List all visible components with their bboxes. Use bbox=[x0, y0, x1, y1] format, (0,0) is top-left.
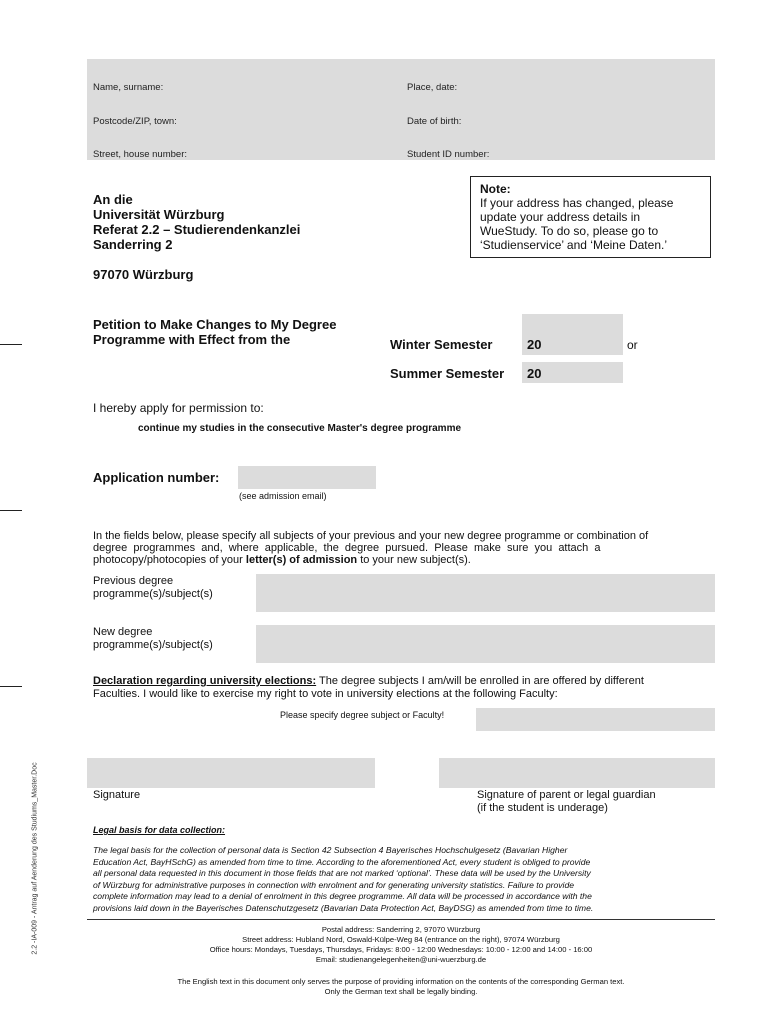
recipient-address bbox=[93, 192, 300, 282]
fold-mark bbox=[0, 344, 22, 345]
street-house-field[interactable]: Street, house number: bbox=[93, 149, 187, 160]
summer-semester-label: Summer Semester bbox=[390, 366, 505, 381]
instruction-line bbox=[93, 554, 697, 566]
label-line: Previous degree bbox=[93, 575, 174, 587]
sender-details-block bbox=[87, 59, 715, 160]
application-number-field[interactable] bbox=[238, 466, 376, 489]
disclaimer-line: Only the German text shall be legally binding. bbox=[324, 987, 478, 996]
recipient-line: An die bbox=[93, 192, 133, 207]
legal-line: of Würzburg for administrative purposes in connection with enrolment and for generating university statistics. Failure to provide bbox=[93, 879, 575, 890]
elections-text: The degree subjects I am/will be enrolled in are offered by different bbox=[316, 675, 644, 687]
signature-label: Signature bbox=[93, 789, 141, 801]
label-line: New degree bbox=[93, 626, 153, 638]
fold-mark bbox=[0, 686, 22, 687]
instruction-text: to your new subject(s). bbox=[357, 554, 471, 566]
elections-heading: Declaration regarding university elections: bbox=[93, 675, 317, 687]
legal-text bbox=[93, 845, 698, 915]
footer-email[interactable]: Email: studienangelegenheiten@uni-wuerzburg.de bbox=[315, 955, 487, 964]
name-surname-field[interactable]: Name, surname: bbox=[93, 82, 164, 93]
instruction-line: In the fields below, please specify all subjects of your previous and your new degree programme or combination of bbox=[93, 530, 649, 542]
legal-line: all personal data requested in this document in those fields that are not marked ‘optional’. These data will be used by the University bbox=[93, 868, 591, 879]
or-label: or bbox=[627, 338, 638, 352]
subjects-instructions bbox=[93, 530, 697, 566]
apply-intro: I hereby apply for permission to: bbox=[93, 401, 264, 415]
note-line: If your address has changed, please bbox=[480, 196, 674, 210]
fold-mark bbox=[0, 510, 22, 511]
disclaimer-line: The English text in this document only serves the purpose of providing information on the contents of the corresponding German text. bbox=[177, 977, 625, 986]
guardian-signature-label bbox=[477, 789, 656, 815]
note-line: ‘Studienservice’ and ‘Meine Daten.’ bbox=[480, 238, 667, 252]
petition-title-line: Petition to Make Changes to My Degree bbox=[93, 317, 337, 332]
footer-contact bbox=[87, 925, 715, 965]
footer-hours: Office hours: Mondays, Tuesdays, Thursdays, Fridays: 8:00 - 12:00 Wednesdays: 10:00 - 12:00 and 14:00 - 16:00 bbox=[209, 945, 593, 954]
note-line: update your address details in bbox=[480, 210, 641, 224]
postcode-town-field[interactable]: Postcode/ZIP, town: bbox=[93, 116, 177, 127]
elections-prompt: Please specify degree subject or Faculty! bbox=[280, 710, 445, 720]
elections-line bbox=[93, 675, 713, 688]
petition-title bbox=[93, 317, 336, 347]
legal-line: provisions laid down in the Bayerisches Datenschutzgesetz (Bavarian Data Protection Act, BayDSG) as amended from time to time. bbox=[93, 902, 594, 913]
legal-line: complete information may lead to a denial of enrolment in this degree programme. All data will be processed in accordance with the bbox=[93, 891, 592, 902]
guardian-signature-field[interactable] bbox=[439, 758, 715, 788]
previous-degree-field[interactable] bbox=[256, 574, 715, 612]
winter-semester-year: 20 bbox=[527, 337, 542, 352]
application-number-label: Application number: bbox=[93, 470, 220, 485]
place-date-field[interactable]: Place, date: bbox=[407, 82, 458, 93]
signature-field[interactable] bbox=[87, 758, 375, 788]
guardian-label-line: Signature of parent or legal guardian bbox=[477, 789, 656, 801]
legal-heading: Legal basis for data collection: bbox=[93, 825, 226, 835]
application-number-hint: (see admission email) bbox=[239, 491, 327, 501]
winter-semester-label: Winter Semester bbox=[390, 337, 493, 352]
faculty-field[interactable] bbox=[476, 708, 715, 731]
recipient-city: 97070 Würzburg bbox=[93, 267, 194, 282]
guardian-label-line: (if the student is underage) bbox=[477, 802, 608, 814]
instruction-line: degree programmes and, where applicable, the degree pursued. Please make sure you attach a bbox=[93, 542, 601, 554]
summer-semester-year: 20 bbox=[527, 366, 542, 381]
date-of-birth-field[interactable]: Date of birth: bbox=[407, 116, 462, 127]
elections-declaration bbox=[93, 675, 713, 701]
document-id-side-text: 2.2 -IA-009 - Antrag auf Aenderung des Studiums_Master.Doc bbox=[31, 762, 39, 955]
new-degree-field[interactable] bbox=[256, 625, 715, 663]
label-line: programme(s)/subject(s) bbox=[93, 588, 213, 600]
letter-of-admission-text: letter(s) of admission bbox=[245, 554, 358, 566]
note-title: Note: bbox=[480, 182, 511, 196]
footer-divider bbox=[87, 919, 715, 920]
legal-line: Education Act, BayHSchG) as amended from time to time. According to the aforementioned Act, every student is obliged to provide bbox=[93, 856, 591, 867]
footer-postal: Postal address: Sanderring 2, 97070 Würzburg bbox=[321, 925, 481, 934]
elections-line: Faculties. I would like to exercise my right to vote in university elections at the following Faculty: bbox=[93, 688, 558, 700]
apply-action: continue my studies in the consecutive Master's degree programme bbox=[138, 423, 462, 434]
recipient-line: Referat 2.2 – Studierendenkanzlei bbox=[93, 222, 301, 237]
footer-street: Street address: Hubland Nord, Oswald-Külpe-Weg 84 (entrance on the right), 97074 Würzburg bbox=[242, 935, 560, 944]
recipient-line: Universität Würzburg bbox=[93, 207, 225, 222]
footer-disclaimer bbox=[87, 977, 715, 997]
previous-degree-label bbox=[93, 575, 213, 601]
legal-line: The legal basis for the collection of personal data is Section 42 Subsection 4 Bayerisches Hochschulgesetz (Bavarian Higher bbox=[93, 845, 568, 855]
note-line: WueStudy. To do so, please go to bbox=[480, 224, 659, 238]
petition-title-line: Programme with Effect from the bbox=[93, 332, 291, 347]
student-id-field[interactable]: Student ID number: bbox=[407, 149, 490, 160]
note-box bbox=[470, 176, 711, 258]
label-line: programme(s)/subject(s) bbox=[93, 639, 213, 651]
instruction-text: photocopy/photocopies of your bbox=[93, 554, 246, 566]
recipient-line: Sanderring 2 bbox=[93, 237, 173, 252]
new-degree-label bbox=[93, 626, 213, 652]
